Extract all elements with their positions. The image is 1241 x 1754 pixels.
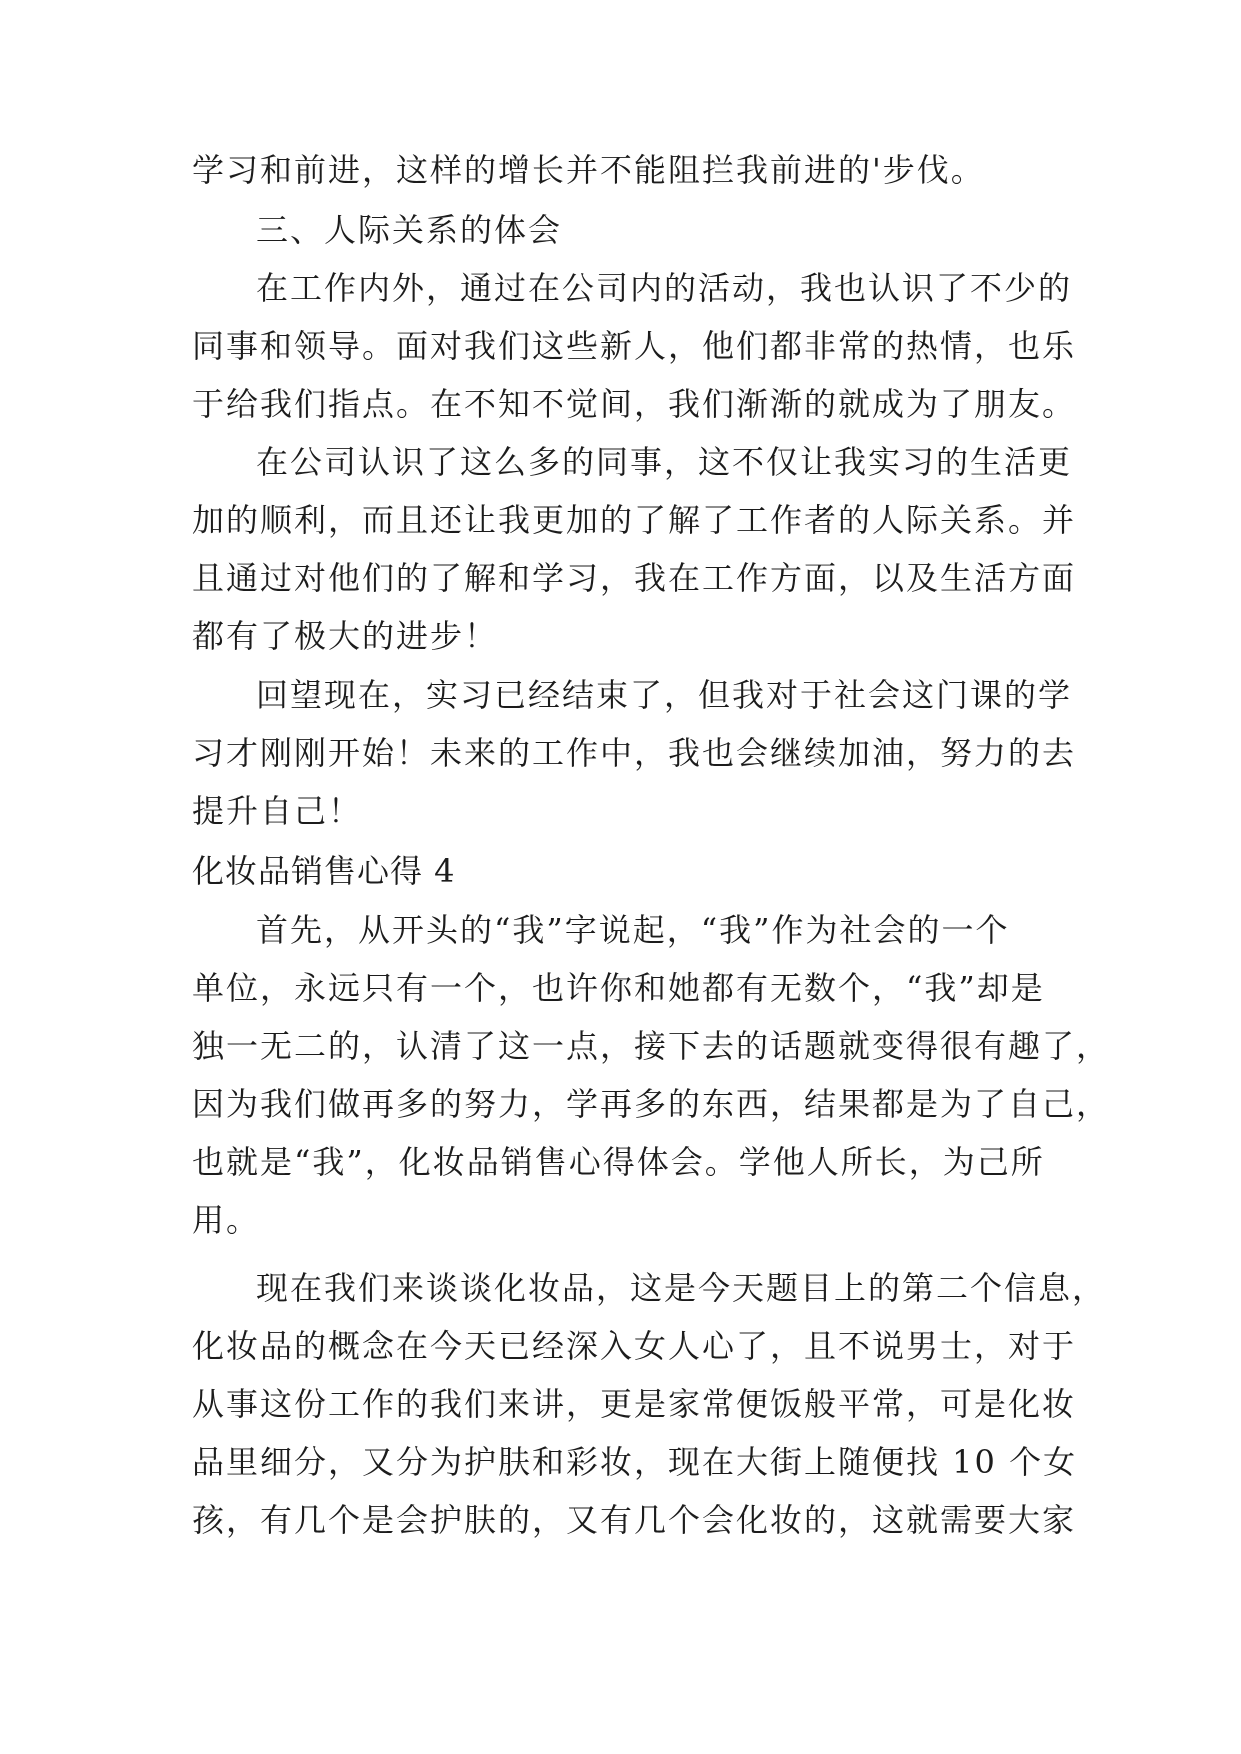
body-text-line: 习才刚刚开始！未来的工作中，我也会继续加油，努力的去 (192, 734, 1077, 772)
body-text-line: 单位，永远只有一个，也许你和她都有无数个，“我”却是 (192, 969, 1045, 1007)
body-text-line: 学习和前进，这样的增长并不能阻拦我前进的'步伐。 (192, 151, 985, 189)
body-text-line: 提升自己！ (192, 792, 363, 830)
body-text-line: 独一无二的，认清了这一点，接下去的话题就变得很有趣了， (192, 1027, 1111, 1065)
body-text-line: 从事这份工作的我们来讲，更是家常便饭般平常，可是化妆 (192, 1385, 1077, 1423)
body-text-line: 都有了极大的进步！ (192, 617, 499, 655)
body-text-line: 回望现在，实习已经结束了，但我对于社会这门课的学 (256, 676, 1073, 714)
section-heading: 三、人际关系的体会 (256, 211, 563, 249)
body-text-line: 现在我们来谈谈化妆品，这是今天题目上的第二个信息， (256, 1269, 1107, 1307)
body-text-line: 化妆品的概念在今天已经深入女人心了，且不说男士，对于 (192, 1327, 1077, 1365)
body-text-line: 首先，从开头的“我”字说起，“我”作为社会的一个 (256, 911, 1010, 949)
body-text-line: 品里细分，又分为护肤和彩妆，现在大街上随便找 10 个女 (192, 1443, 1078, 1481)
body-text-line: 于给我们指点。在不知不觉间，我们渐渐的就成为了朋友。 (192, 385, 1077, 423)
body-text-line: 也就是“我”，化妆品销售心得体会。学他人所长，为己所 (192, 1143, 1045, 1181)
body-text-line: 用。 (192, 1201, 261, 1239)
body-text-line: 且通过对他们的了解和学习，我在工作方面，以及生活方面 (192, 559, 1077, 597)
body-text-line: 因为我们做再多的努力，学再多的东西，结果都是为了自己， (192, 1085, 1111, 1123)
body-text-line: 在公司认识了这么多的同事，这不仅让我实习的生活更 (256, 443, 1073, 481)
body-text-line: 孩，有几个是会护肤的，又有几个会化妆的，这就需要大家 (192, 1501, 1077, 1539)
article-heading: 化妆品销售心得 4 (192, 852, 456, 890)
body-text-line: 同事和领导。面对我们这些新人，他们都非常的热情，也乐 (192, 327, 1077, 365)
body-text-line: 加的顺利，而且还让我更加的了解了工作者的人际关系。并 (192, 501, 1077, 539)
body-text-line: 在工作内外，通过在公司内的活动，我也认识了不少的 (256, 269, 1073, 307)
